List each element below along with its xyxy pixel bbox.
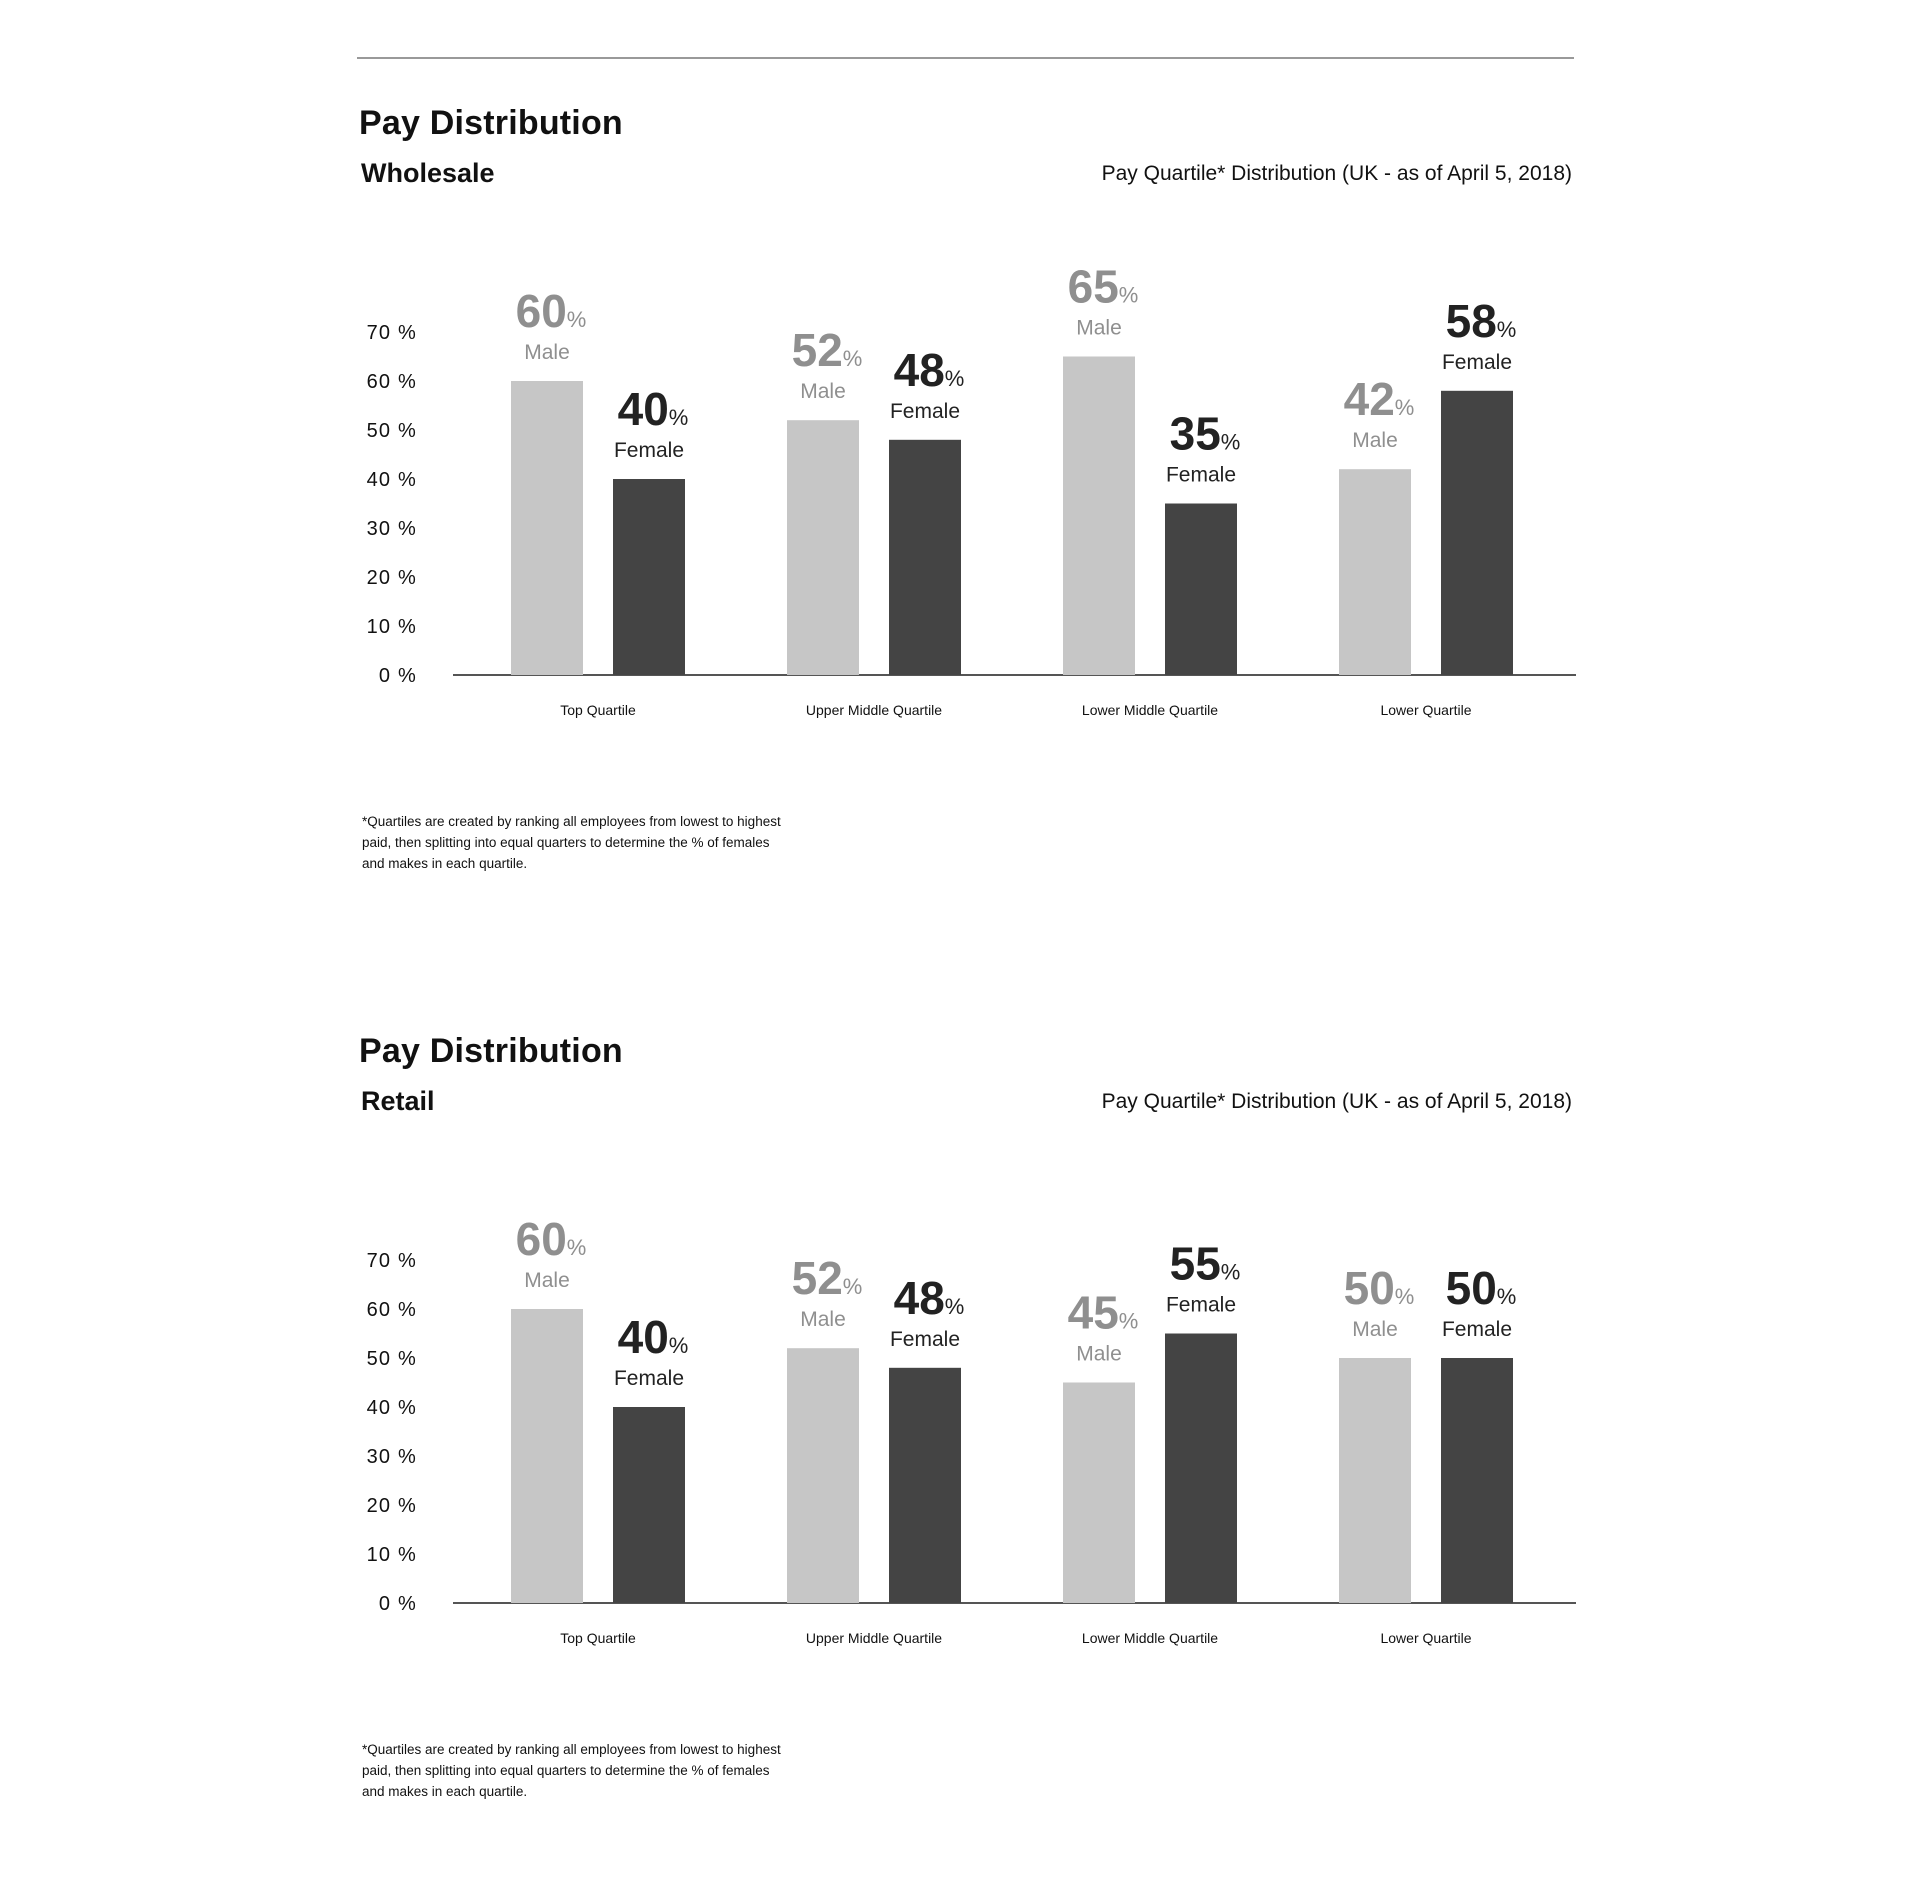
x-category-label: Top Quartile <box>560 1630 636 1646</box>
y-tick-label: 0 % <box>378 665 417 687</box>
y-tick-label: 10 % <box>366 1544 417 1566</box>
female-value-label: 50% <box>1445 1262 1517 1314</box>
bar-female <box>1441 1358 1513 1603</box>
x-category-label: Upper Middle Quartile <box>805 702 943 718</box>
y-tick-label: 50 % <box>366 420 417 442</box>
y-tick-label: 60 % <box>366 371 417 393</box>
female-series-label: Female <box>613 1367 685 1390</box>
bar-female <box>613 1407 685 1603</box>
bar-female <box>1165 504 1237 676</box>
female-series-label: Female <box>889 399 961 423</box>
female-series-label: Female <box>889 1327 961 1351</box>
y-tick-label: 70 % <box>366 322 417 344</box>
bar-male <box>787 420 859 675</box>
male-series-label: Male <box>800 1308 846 1332</box>
y-tick-label: 40 % <box>366 469 417 491</box>
bar-male <box>1063 357 1135 676</box>
male-series-label: Male <box>1076 1342 1122 1366</box>
bar-male <box>1339 1358 1411 1603</box>
bar-female <box>889 440 961 675</box>
x-category-label: Lower Middle Quartile <box>1081 1630 1219 1646</box>
female-series-label: Female <box>1165 1293 1237 1317</box>
male-series-label: Male <box>800 380 846 404</box>
page-title: Pay Distribution <box>359 1032 623 1070</box>
female-value-label: 35% <box>1169 407 1241 460</box>
x-category-label: Lower Middle Quartile <box>1081 702 1219 718</box>
bar-male <box>1339 469 1411 675</box>
female-value-label: 55% <box>1169 1237 1241 1290</box>
y-tick-label: 30 % <box>366 518 417 540</box>
male-series-label: Male <box>1352 429 1398 453</box>
male-series-label: Male <box>1076 316 1122 340</box>
footnote: *Quartiles are created by ranking all employees from lowest to highest paid, then splitting into equal quarters to determine the % of females and makes in each quartile. <box>362 814 781 871</box>
bar-male <box>511 381 583 675</box>
male-value-label: 60% <box>515 285 587 337</box>
female-series-label: Female <box>1441 1318 1513 1341</box>
female-value-label: 48% <box>893 343 965 396</box>
bar-male <box>787 1348 859 1603</box>
y-tick-label: 0 % <box>378 1593 417 1615</box>
page-title: Pay Distribution <box>359 104 623 142</box>
female-series-label: Female <box>1441 350 1513 374</box>
y-tick-label: 50 % <box>366 1348 417 1370</box>
chart-title: Pay Quartile* Distribution (UK - as of April 5, 2018) <box>1101 162 1572 185</box>
male-series-label: Male <box>1352 1318 1398 1341</box>
section-subtitle: Retail <box>361 1086 435 1116</box>
y-tick-label: 20 % <box>366 567 417 589</box>
bar-female <box>889 1368 961 1603</box>
y-tick-label: 70 % <box>366 1250 417 1272</box>
y-tick-label: 30 % <box>366 1446 417 1468</box>
female-value-label: 40% <box>617 1311 689 1363</box>
bar-female <box>613 479 685 675</box>
male-value-label: 42% <box>1343 373 1415 426</box>
female-series-label: Female <box>613 439 685 462</box>
male-value-label: 52% <box>791 324 863 377</box>
male-value-label: 65% <box>1067 260 1139 313</box>
female-value-label: 40% <box>617 383 689 435</box>
male-value-label: 60% <box>515 1213 587 1265</box>
bar-male <box>1063 1383 1135 1604</box>
male-value-label: 50% <box>1343 1262 1415 1314</box>
y-tick-label: 20 % <box>366 1495 417 1517</box>
bar-male <box>511 1309 583 1603</box>
male-value-label: 52% <box>791 1252 863 1305</box>
x-category-label: Top Quartile <box>560 702 636 718</box>
section-subtitle: Wholesale <box>361 158 495 188</box>
male-series-label: Male <box>524 1269 570 1292</box>
y-tick-label: 10 % <box>366 616 417 638</box>
retail-bar-chart <box>340 928 1590 1688</box>
female-series-label: Female <box>1165 463 1237 487</box>
x-category-label: Upper Middle Quartile <box>805 1630 943 1646</box>
x-category-label: Lower Quartile <box>1380 702 1472 718</box>
y-tick-label: 40 % <box>366 1397 417 1419</box>
footnote: *Quartiles are created by ranking all employees from lowest to highest paid, then splitting into equal quarters to determine the % of females and makes in each quartile. <box>362 1742 781 1799</box>
female-value-label: 48% <box>893 1271 965 1324</box>
x-category-label: Lower Quartile <box>1380 1630 1472 1646</box>
y-tick-label: 60 % <box>366 1299 417 1321</box>
bar-female <box>1165 1334 1237 1604</box>
wholesale-bar-chart <box>340 0 1590 760</box>
male-series-label: Male <box>524 341 570 364</box>
chart-title: Pay Quartile* Distribution (UK - as of April 5, 2018) <box>1101 1090 1572 1113</box>
female-value-label: 58% <box>1445 294 1517 347</box>
male-value-label: 45% <box>1067 1286 1139 1339</box>
bar-female <box>1441 391 1513 675</box>
